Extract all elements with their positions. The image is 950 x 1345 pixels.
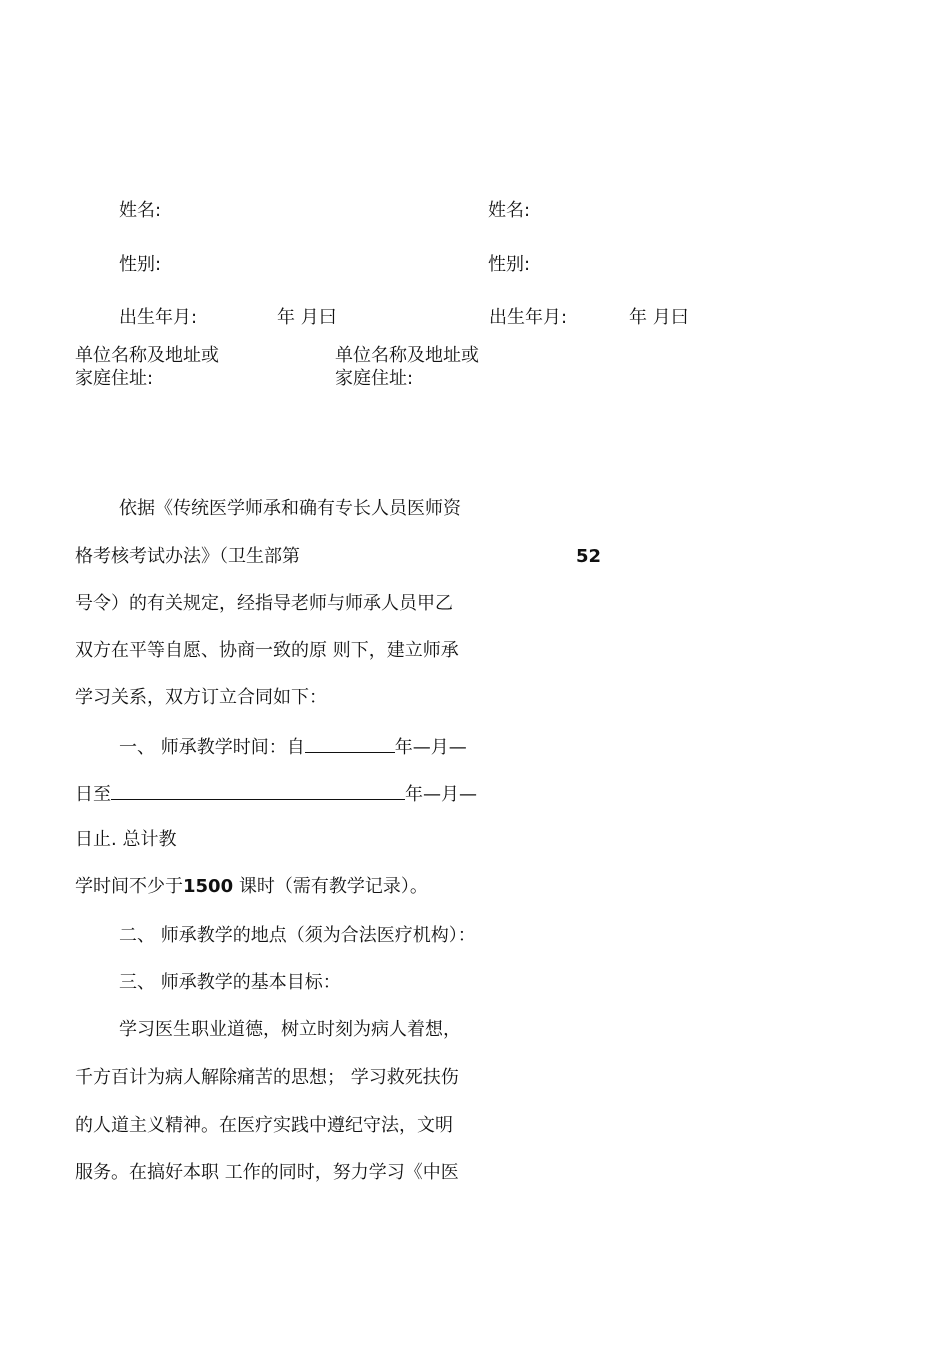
end-date-blank[interactable] [111, 783, 405, 800]
party-b-address-label-2: 家庭住址: [335, 368, 414, 389]
section1-line4-suffix: 课时（需有教学记录）。 [238, 876, 428, 897]
party-b-birth-label: 出生年月: [489, 307, 568, 328]
section1-line2-suffix: 年—月— [405, 784, 477, 805]
intro-line-4: 双方在平等自愿、协商一致的原 则下，建立师承 [75, 640, 459, 661]
party-b-address-label-1: 单位名称及地址或 [335, 345, 479, 366]
intro-line-5: 学习关系，双方订立合同如下： [75, 687, 327, 708]
intro-line-3: 号令）的有关规定，经指导老师与师承人员甲乙 [75, 593, 453, 614]
section1-prefix: 一、 师承教学时间：自 [119, 737, 305, 758]
section1-line-1 [119, 736, 467, 758]
section2-heading: 二、 师承教学的地点（须为合法医疗机构）： [119, 925, 476, 946]
party-a-address-label-1: 单位名称及地址或 [75, 345, 219, 366]
section1-line2-prefix: 日至 [75, 784, 111, 805]
section3-heading: 三、 师承教学的基本目标： [119, 972, 341, 993]
intro-line-2: 格考核考试办法》（卫生部第 [75, 546, 300, 567]
party-b-name-label: 姓名: [488, 200, 531, 221]
party-a-birth-label: 出生年月: [119, 307, 198, 328]
party-a-name-label: 姓名: [119, 200, 162, 221]
party-a-address-label-2: 家庭住址: [75, 368, 154, 389]
party-b-gender-label: 性别: [488, 254, 531, 275]
intro-line-1: 依据《传统医学师承和确有专长人员医师资 [119, 498, 461, 519]
party-a-birth-suffix: 年 月曰 [277, 307, 337, 328]
section1-line-3: 日止. 总计教 [75, 829, 177, 850]
total-hours: 1500 [183, 876, 234, 897]
start-date-blank[interactable] [305, 736, 395, 753]
section1-line-2 [75, 783, 477, 805]
section1-line-4 [75, 877, 428, 897]
section1-mid: 年—月— [394, 737, 467, 758]
goals-line-2: 千方百计为病人解除痛苦的思想； 学习救死扶伤 [75, 1067, 459, 1088]
section1-line4-prefix: 学时间不少于 [75, 876, 183, 897]
goals-line-3: 的人道主义精神。在医疗实践中遵纪守法，文明 [75, 1115, 453, 1136]
goals-line-4: 服务。在搞好本职 工作的同时，努力学习《中医 [75, 1162, 459, 1183]
party-b-birth-suffix: 年 月曰 [629, 307, 689, 328]
goals-line-1: 学习医生职业道德，树立时刻为病人着想， [119, 1019, 461, 1040]
party-a-gender-label: 性别: [119, 254, 162, 275]
order-number: 52 [576, 546, 602, 567]
